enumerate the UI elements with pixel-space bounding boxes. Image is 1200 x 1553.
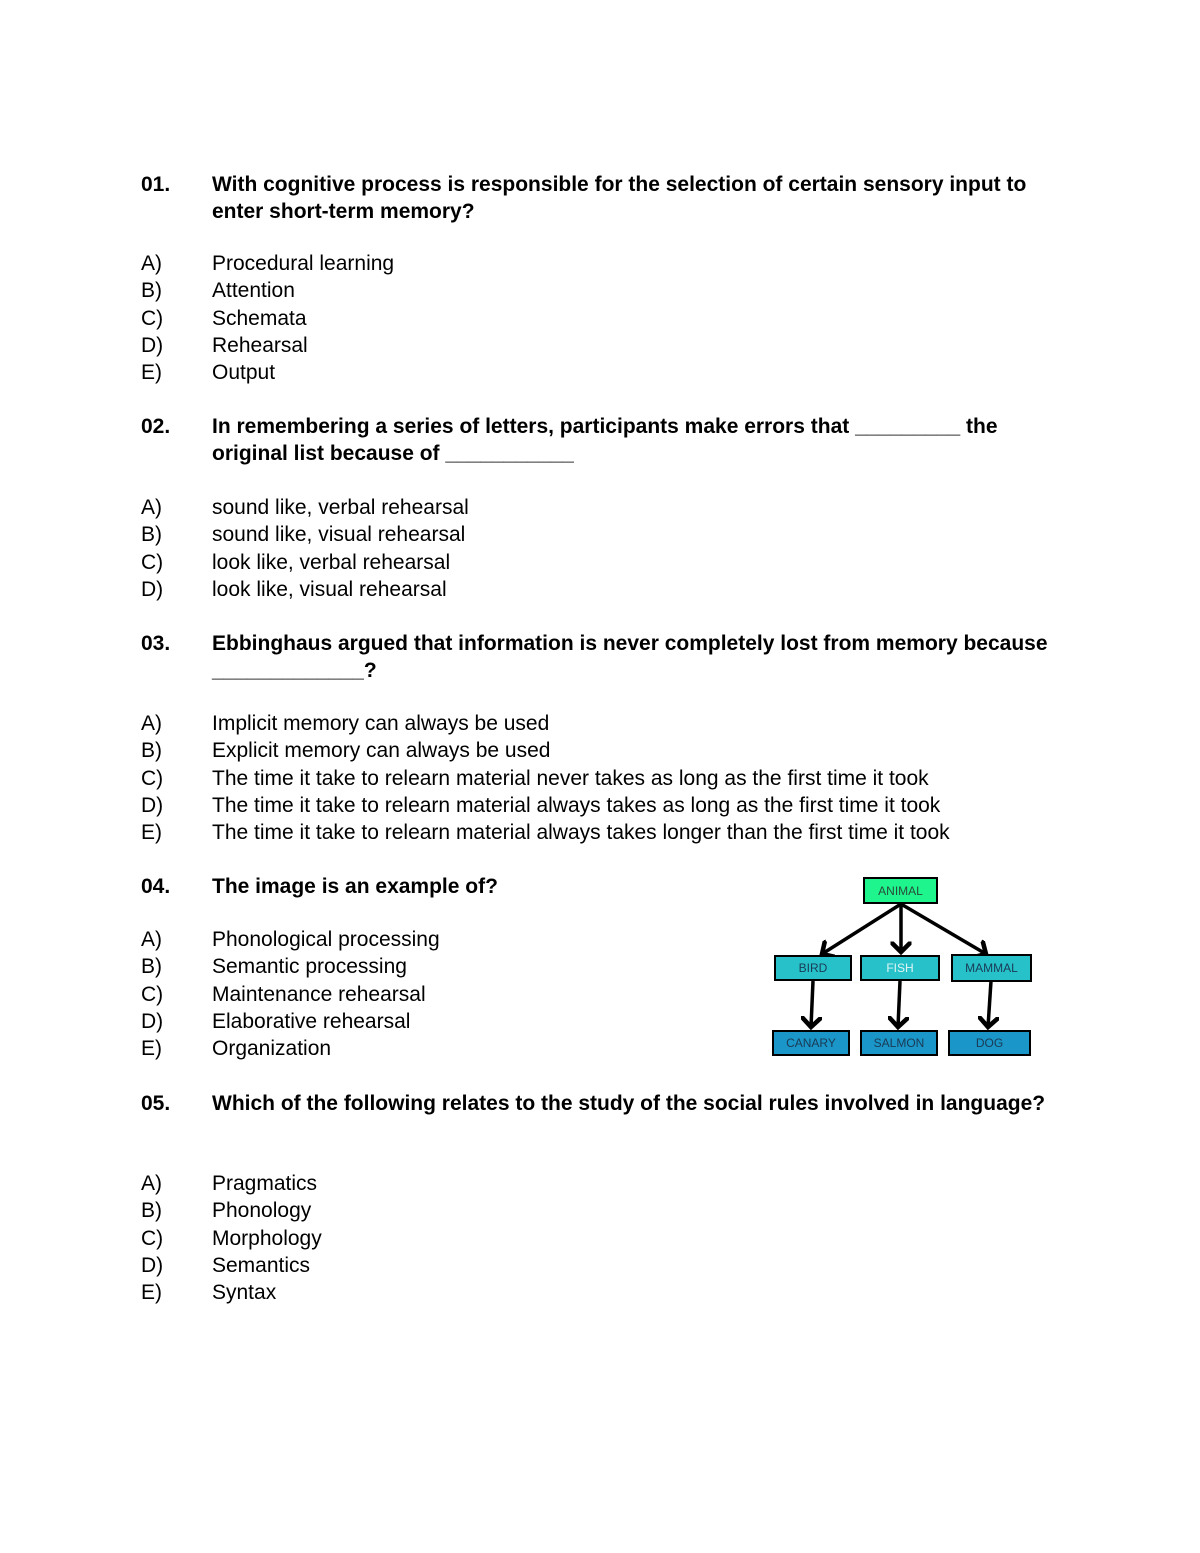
option-letter: A) xyxy=(141,712,162,735)
option-letter: D) xyxy=(141,1009,164,1033)
arrow-animal-mammal xyxy=(901,904,986,954)
option-text: Pragmatics xyxy=(212,1172,318,1195)
option-letter: B) xyxy=(141,1199,162,1223)
option-letter: C) xyxy=(141,766,164,790)
option-text: Maintenance rehearsal xyxy=(212,982,426,1006)
option-letter: D) xyxy=(141,577,164,601)
option-text: sound like, visual rehearsal xyxy=(212,523,466,547)
arrow-bird-canary xyxy=(811,981,813,1027)
option-text: The time it take to relearn material never takes as long as the first time it took xyxy=(212,766,929,790)
question-text: With cognitive process is responsible for the selection of certain sensory input to enter short-term memory? xyxy=(212,173,1027,223)
option-text: Semantics xyxy=(212,1253,311,1277)
node-fish-label: FISH xyxy=(886,961,914,975)
option-text: Implicit memory can always be used xyxy=(212,712,550,735)
node-dog-label: DOG xyxy=(975,1036,1004,1050)
option-letter: A) xyxy=(141,252,162,275)
arrow-mammal-dog xyxy=(988,981,991,1027)
question-number: 01. xyxy=(141,173,171,196)
option-text: Semantic processing xyxy=(212,955,407,979)
option-text: sound like, verbal rehearsal xyxy=(212,496,469,519)
option-letter: C) xyxy=(141,982,164,1006)
question-number: 03. xyxy=(141,632,171,655)
option-letter: C) xyxy=(141,550,164,574)
option-text: The time it take to relearn material always takes longer than the first time it took xyxy=(212,821,950,845)
node-animal-label: ANIMAL xyxy=(878,884,923,898)
option-letter: A) xyxy=(141,1172,162,1195)
option-letter: C) xyxy=(141,1226,164,1250)
option-text: Organization xyxy=(212,1037,332,1061)
question-number: 02. xyxy=(141,415,171,438)
option-text: Rehearsal xyxy=(212,333,308,357)
option-text: The time it take to relearn material always takes as long as the first time it took xyxy=(212,793,941,817)
option-text: Phonology xyxy=(212,1199,312,1223)
option-text: Phonological processing xyxy=(212,928,440,951)
option-letter: A) xyxy=(141,928,162,951)
option-text: Morphology xyxy=(212,1226,322,1250)
node-bird-label: BIRD xyxy=(798,961,828,975)
hierarchy-diagram xyxy=(770,874,1036,1060)
question-number: 04. xyxy=(141,875,171,898)
option-letter: E) xyxy=(141,821,162,845)
node-salmon-label: SALMON xyxy=(873,1036,925,1050)
option-text: Syntax xyxy=(212,1281,277,1305)
option-text: Output xyxy=(212,361,276,385)
option-text: look like, verbal rehearsal xyxy=(212,550,451,574)
arrow-fish-salmon xyxy=(898,981,900,1027)
arrow-animal-bird xyxy=(822,904,901,954)
option-text: look like, visual rehearsal xyxy=(212,577,447,601)
option-letter: D) xyxy=(141,793,164,817)
question-text: Ebbinghaus argued that information is never completely lost from memory because _____________? xyxy=(212,632,1048,682)
option-letter: B) xyxy=(141,955,162,979)
option-letter: E) xyxy=(141,361,162,385)
option-text: Attention xyxy=(212,279,295,303)
option-letter: B) xyxy=(141,739,162,763)
option-text: Schemata xyxy=(212,306,307,330)
node-mammal-label: MAMMAL xyxy=(965,961,1018,975)
option-text: Elaborative rehearsal xyxy=(212,1009,411,1033)
option-letter: E) xyxy=(141,1037,162,1061)
question-text: Which of the following relates to the study of the social rules involved in language? xyxy=(212,1092,1046,1115)
node-canary-label: CANARY xyxy=(786,1036,836,1050)
option-letter: D) xyxy=(141,333,164,357)
option-letter: B) xyxy=(141,279,162,303)
option-letter: D) xyxy=(141,1253,164,1277)
option-text: Explicit memory can always be used xyxy=(212,739,551,763)
question-text: The image is an example of? xyxy=(212,875,498,898)
question-number: 05. xyxy=(141,1092,171,1115)
option-text: Procedural learning xyxy=(212,252,395,275)
question-text: In remembering a series of letters, participants make errors that _________ the original list because of ___________ xyxy=(212,415,998,465)
option-letter: E) xyxy=(141,1281,162,1305)
option-letter: A) xyxy=(141,496,162,519)
option-letter: B) xyxy=(141,523,162,547)
option-letter: C) xyxy=(141,306,164,330)
